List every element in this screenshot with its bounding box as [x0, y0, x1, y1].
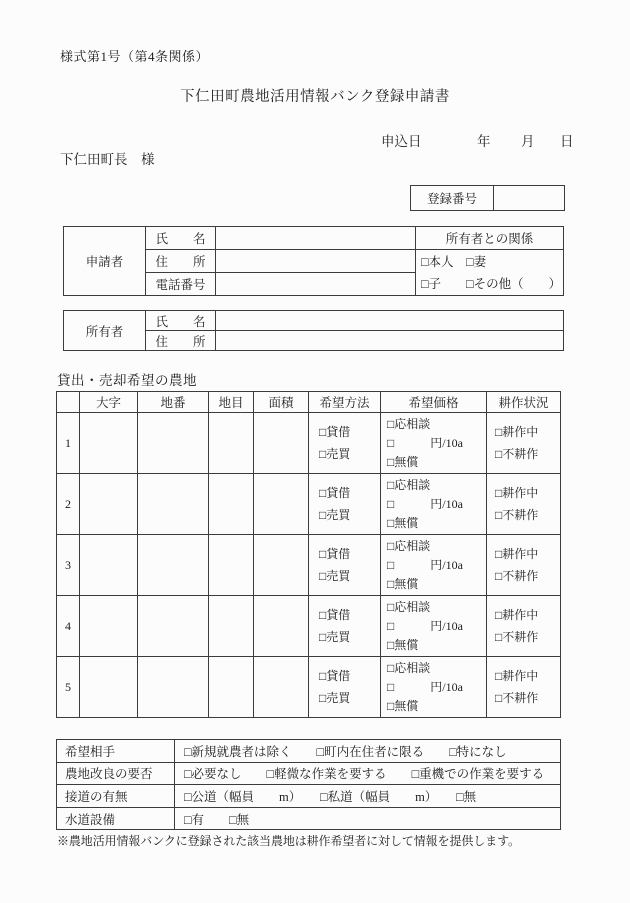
status-options-cell [487, 413, 561, 474]
checkbox-option: □貸借 [319, 547, 351, 561]
checkbox-option: □不耕作 [495, 447, 539, 461]
checkbox-option: □本人 □妻 [421, 254, 487, 269]
farmland-table [56, 391, 561, 718]
registration-number-value-cell [494, 186, 565, 211]
checkbox-option: □応相談 [387, 416, 431, 431]
chiban-input-cell [138, 413, 209, 474]
table-row [64, 311, 564, 331]
chimoku-input-cell [209, 413, 254, 474]
menseki-input-cell [254, 474, 309, 535]
table-row [57, 807, 561, 830]
checkbox-option: □耕作中 [495, 608, 539, 622]
menseki-input-cell [254, 596, 309, 657]
menseki-input-cell [254, 535, 309, 596]
checkbox-option: □売買 [319, 691, 351, 705]
checkbox-options: □必要なし □軽微な作業を要する □重機での作業を要する [175, 762, 561, 785]
checkbox-option: □売買 [319, 630, 351, 644]
col-price: 希望価格 [381, 392, 487, 413]
condition-label: 農地改良の要否 [57, 762, 175, 785]
owner-address-input-cell [216, 331, 564, 351]
chimoku-input-cell [209, 474, 254, 535]
chimoku-input-cell [209, 596, 254, 657]
checkbox-option: □耕作中 [495, 547, 539, 561]
checkbox-option: □不耕作 [495, 569, 539, 583]
checkbox-option: □無償 [387, 698, 419, 713]
checkbox-option: □無償 [387, 515, 419, 530]
phone-label: 電話番号 [146, 273, 216, 296]
col-chimoku: 地目 [209, 392, 254, 413]
price-options-cell [381, 596, 487, 657]
row-number: 1 [57, 413, 80, 474]
checkbox-option: □売買 [319, 447, 351, 461]
method-options-cell [309, 657, 381, 718]
chiban-input-cell [138, 596, 209, 657]
status-options-cell [487, 596, 561, 657]
row-number: 5 [57, 657, 80, 718]
phone-input-cell [216, 273, 416, 296]
row-number: 4 [57, 596, 80, 657]
footnote: ※農地活用情報バンクに登録された該当農地は耕作希望者に対して情報を提供します。 [57, 834, 520, 848]
ooaza-input-cell [80, 596, 138, 657]
address-label: 住 所 [146, 250, 216, 273]
checkbox-option: □売買 [319, 569, 351, 583]
status-options-cell [487, 474, 561, 535]
chiban-input-cell [138, 474, 209, 535]
chiban-input-cell [138, 535, 209, 596]
checkbox-option: □貸借 [319, 669, 351, 683]
checkbox-options: □新規就農者は除く □町内在住者に限る □特になし [175, 740, 561, 763]
col-menseki: 面積 [254, 392, 309, 413]
name-input-cell [216, 227, 416, 250]
checkbox-option: □耕作中 [495, 425, 539, 439]
col-chiban: 地番 [138, 392, 209, 413]
method-options-cell [309, 413, 381, 474]
col-method: 希望方法 [309, 392, 381, 413]
checkbox-options: □有 □無 [175, 807, 561, 830]
checkbox-options: □公道（幅員 m） □私道（幅員 m） □無 [175, 785, 561, 808]
checkbox-option: □耕作中 [495, 669, 539, 683]
col-no [57, 392, 80, 413]
table-row [57, 596, 561, 657]
ooaza-input-cell [80, 413, 138, 474]
menseki-input-cell [254, 413, 309, 474]
chiban-input-cell [138, 657, 209, 718]
owner-name-input-cell [216, 311, 564, 331]
condition-label: 水道設備 [57, 807, 175, 830]
table-row [57, 762, 561, 785]
checkbox-option: □ 円/10a [387, 435, 463, 450]
table-row [57, 413, 561, 474]
registration-number-table [410, 185, 565, 211]
checkbox-option: □応相談 [387, 477, 431, 492]
checkbox-option: □応相談 [387, 538, 431, 553]
condition-label: 接道の有無 [57, 785, 175, 808]
checkbox-option: □不耕作 [495, 691, 539, 705]
owner-address-label: 住 所 [146, 331, 216, 351]
checkbox-option: □売買 [319, 508, 351, 522]
table-row [57, 657, 561, 718]
table-row [57, 474, 561, 535]
form-number: 様式第1号（第4条関係） [60, 49, 210, 64]
ooaza-input-cell [80, 657, 138, 718]
checkbox-option: □無償 [387, 637, 419, 652]
applicant-header: 申請者 [64, 227, 146, 296]
method-options-cell [309, 474, 381, 535]
price-options-cell [381, 474, 487, 535]
application-date-label: 申込日 [381, 134, 422, 149]
checkbox-option: □ 円/10a [387, 679, 463, 694]
applicant-table [63, 226, 564, 296]
row-number: 2 [57, 474, 80, 535]
month-label: 月 [521, 134, 535, 149]
table-row [57, 740, 561, 763]
year-label: 年 [477, 134, 491, 149]
ooaza-input-cell [80, 535, 138, 596]
registration-number-label: 登録番号 [411, 186, 494, 211]
checkbox-option: □無償 [387, 454, 419, 469]
checkbox-option: □ 円/10a [387, 557, 463, 572]
name-label: 氏 名 [146, 227, 216, 250]
farmland-section-title: 貸出・売却希望の農地 [57, 373, 197, 388]
checkbox-option: □ 円/10a [387, 496, 463, 511]
status-options-cell [487, 657, 561, 718]
owner-table [63, 310, 564, 351]
table-header-row [57, 392, 561, 413]
method-options-cell [309, 596, 381, 657]
relation-options-cell [416, 250, 564, 296]
price-options-cell [381, 413, 487, 474]
day-label: 日 [560, 134, 574, 149]
owner-name-label: 氏 名 [146, 311, 216, 331]
ooaza-input-cell [80, 474, 138, 535]
conditions-table [56, 739, 561, 830]
table-row [57, 535, 561, 596]
col-status: 耕作状況 [487, 392, 561, 413]
address-input-cell [216, 250, 416, 273]
checkbox-option: □不耕作 [495, 630, 539, 644]
page-title: 下仁田町農地活用情報バンク登録申請書 [180, 89, 450, 105]
price-options-cell [381, 535, 487, 596]
col-ooaza: 大字 [80, 392, 138, 413]
condition-label: 希望相手 [57, 740, 175, 763]
table-row [64, 227, 564, 250]
checkbox-option: □貸借 [319, 425, 351, 439]
status-options-cell [487, 535, 561, 596]
row-number: 3 [57, 535, 80, 596]
checkbox-option: □不耕作 [495, 508, 539, 522]
addressee: 下仁田町長 様 [60, 152, 155, 167]
checkbox-option: □応相談 [387, 660, 431, 675]
checkbox-option: □応相談 [387, 599, 431, 614]
table-row [57, 785, 561, 808]
checkbox-option: □貸借 [319, 608, 351, 622]
chimoku-input-cell [209, 657, 254, 718]
menseki-input-cell [254, 657, 309, 718]
checkbox-option: □ 円/10a [387, 618, 463, 633]
price-options-cell [381, 657, 487, 718]
method-options-cell [309, 535, 381, 596]
checkbox-option: □無償 [387, 576, 419, 591]
owner-header: 所有者 [64, 311, 146, 351]
relation-title: 所有者との関係 [416, 227, 564, 250]
checkbox-option: □耕作中 [495, 486, 539, 500]
chimoku-input-cell [209, 535, 254, 596]
checkbox-option: □子 □その他（ ） [421, 276, 562, 291]
table-row [411, 186, 565, 211]
checkbox-option: □貸借 [319, 486, 351, 500]
